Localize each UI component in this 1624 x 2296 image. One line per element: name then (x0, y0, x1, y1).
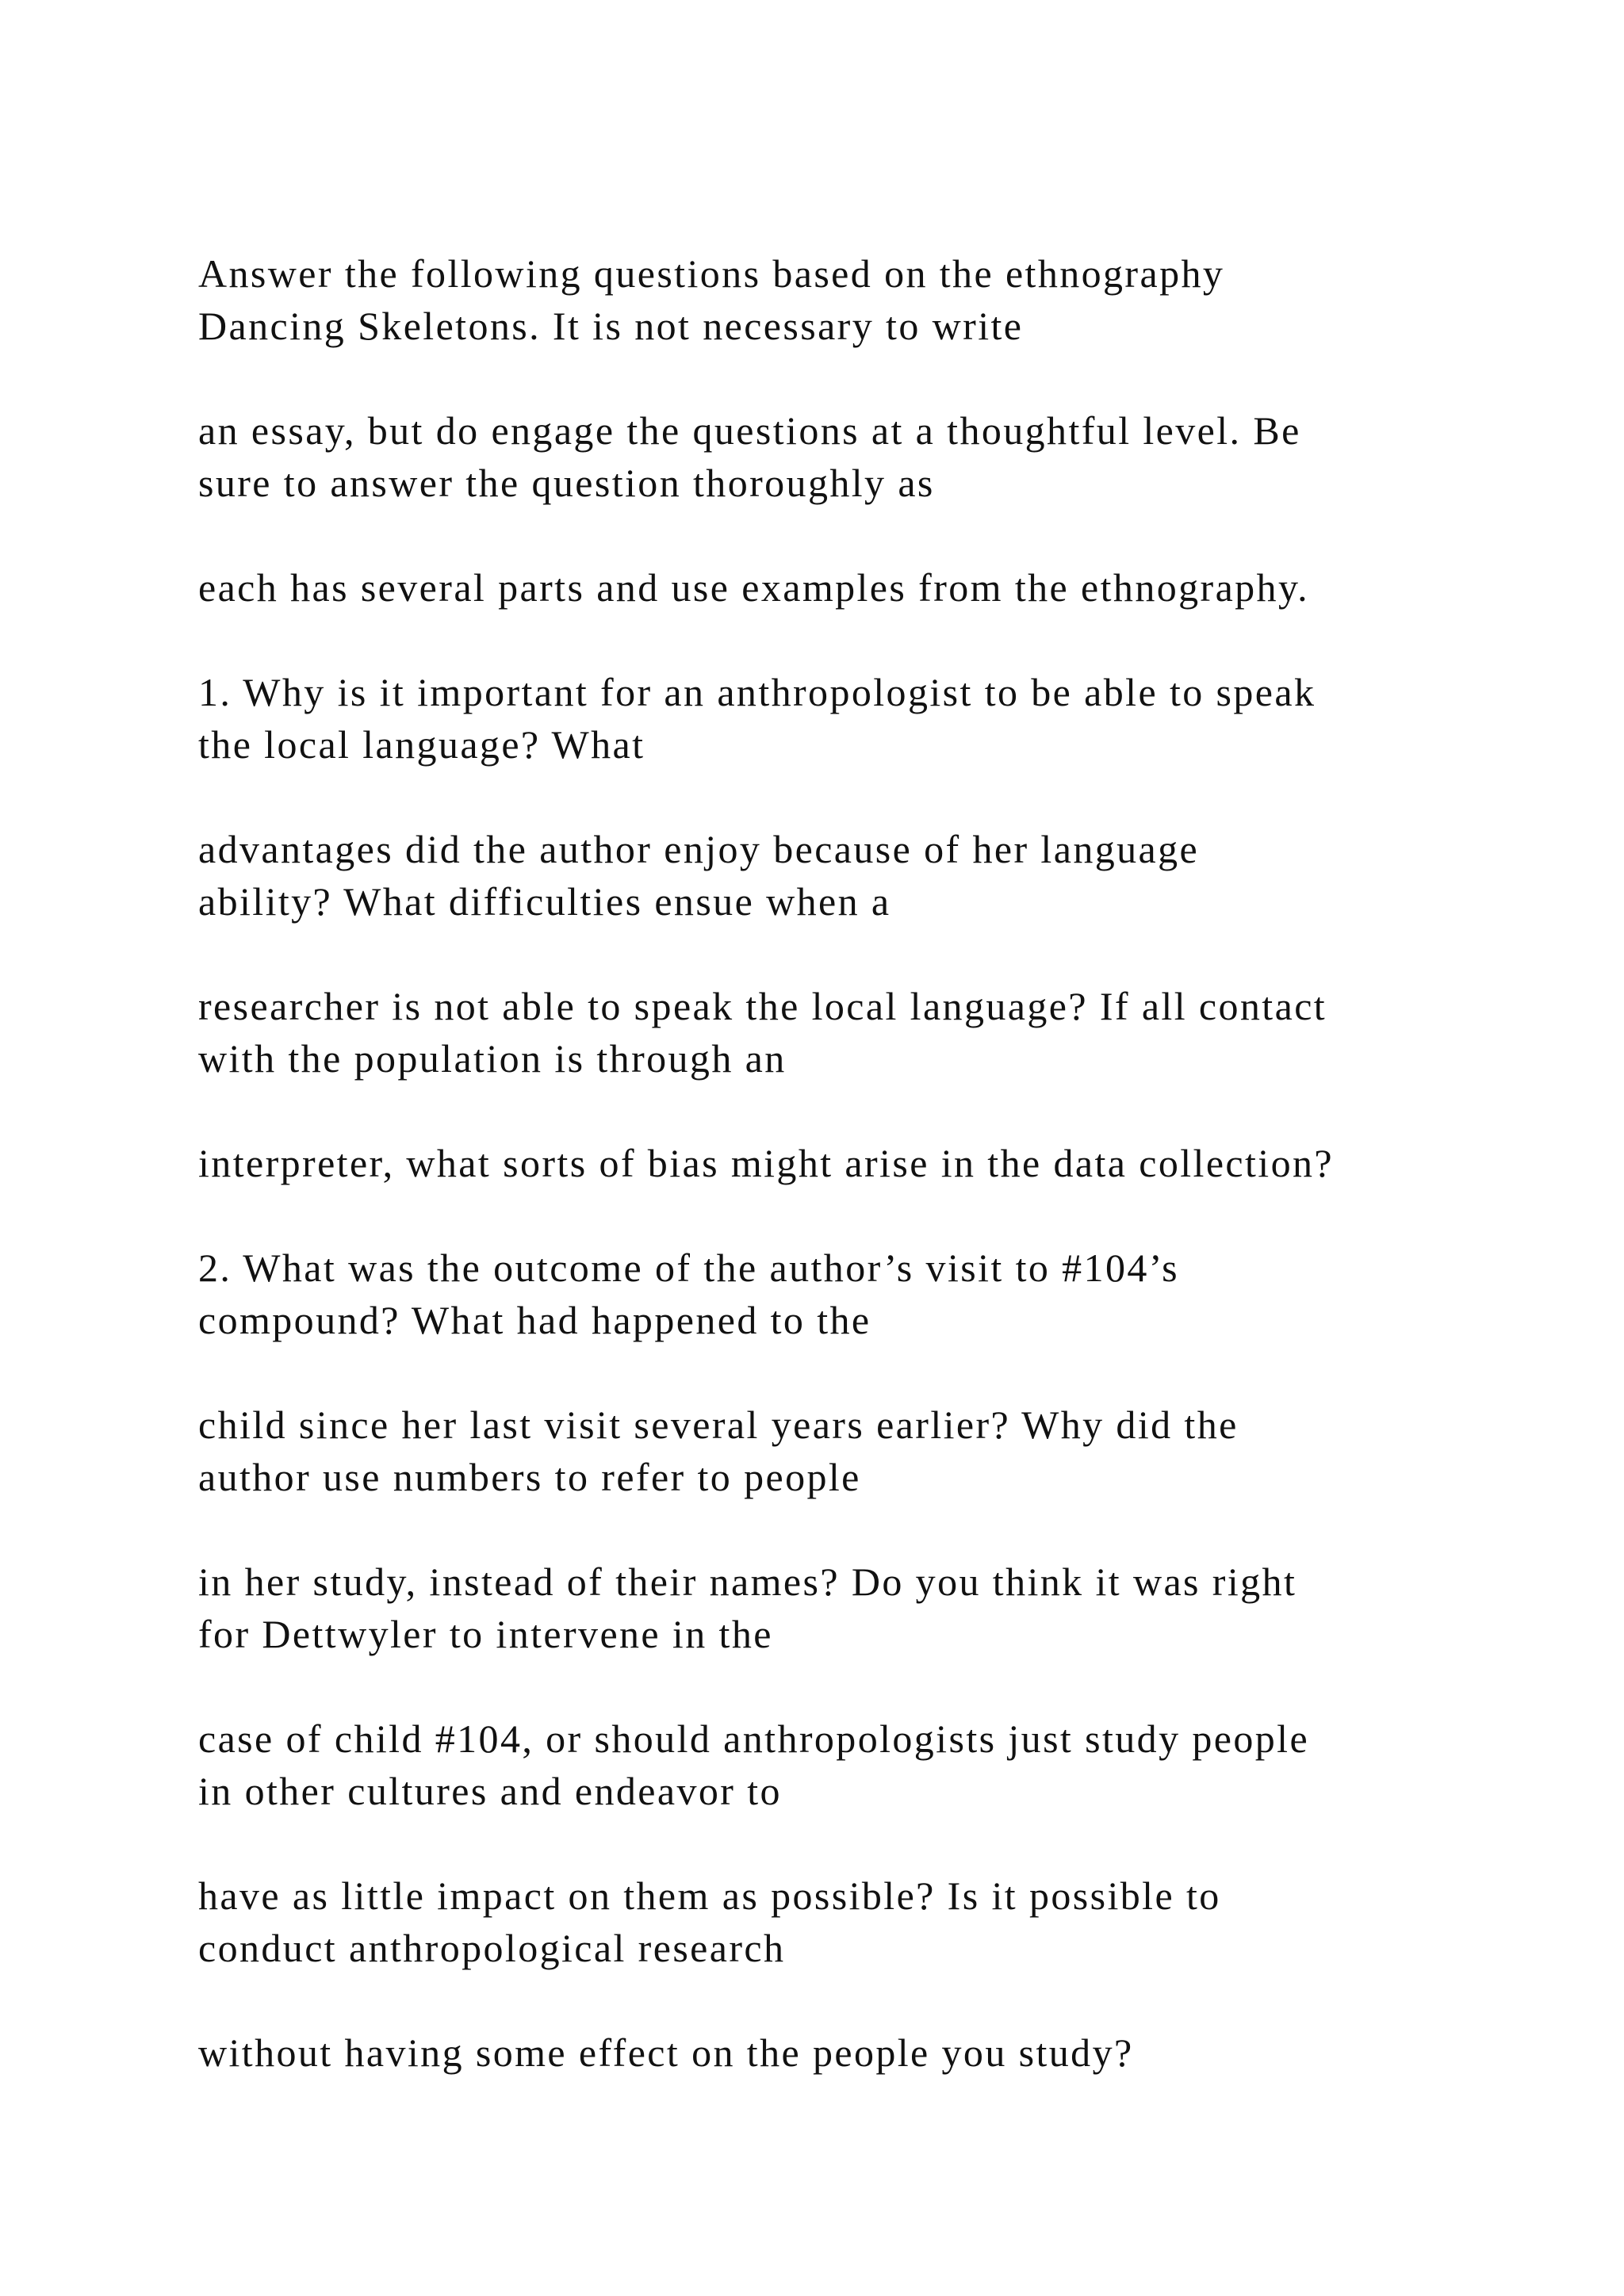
question-1-paragraph-end: interpreter, what sorts of bias might arise in the data collection? (198, 1141, 1334, 1185)
question-2-paragraph-continued: child since her last visit several years earlier? Why did the author use numbers to refer to people (198, 1402, 1239, 1499)
question-2-paragraph-continued: in her study, instead of their names? Do you think it was right for Dettwyler to intervene in the (198, 1559, 1297, 1656)
question-1-paragraph: 1. Why is it important for an anthropologist to be able to speak the local language? What (198, 670, 1316, 767)
intro-paragraph: Answer the following questions based on the ethnography Dancing Skeletons. It is not necessary to write (198, 251, 1225, 348)
question-1-paragraph-continued: advantages did the author enjoy because of her language ability? What difficulties ensue when a (198, 827, 1200, 924)
question-2-paragraph-end: without having some effect on the people you study? (198, 2030, 1134, 2075)
question-2-paragraph: 2. What was the outcome of the author’s visit to #104’s compound? What had happened to the (198, 1246, 1179, 1342)
intro-paragraph-end: each has several parts and use examples from the ethnography. (198, 565, 1310, 610)
intro-paragraph-continued: an essay, but do engage the questions at a thoughtful level. Be sure to answer the question thoroughly as (198, 408, 1301, 505)
question-2-paragraph-continued: case of child #104, or should anthropologists just study people in other cultures and endeavor to (198, 1716, 1310, 1813)
question-1-paragraph-continued: researcher is not able to speak the local language? If all contact with the population is through an (198, 984, 1327, 1081)
question-2-paragraph-continued: have as little impact on them as possible? Is it possible to conduct anthropological research (198, 1873, 1221, 1970)
